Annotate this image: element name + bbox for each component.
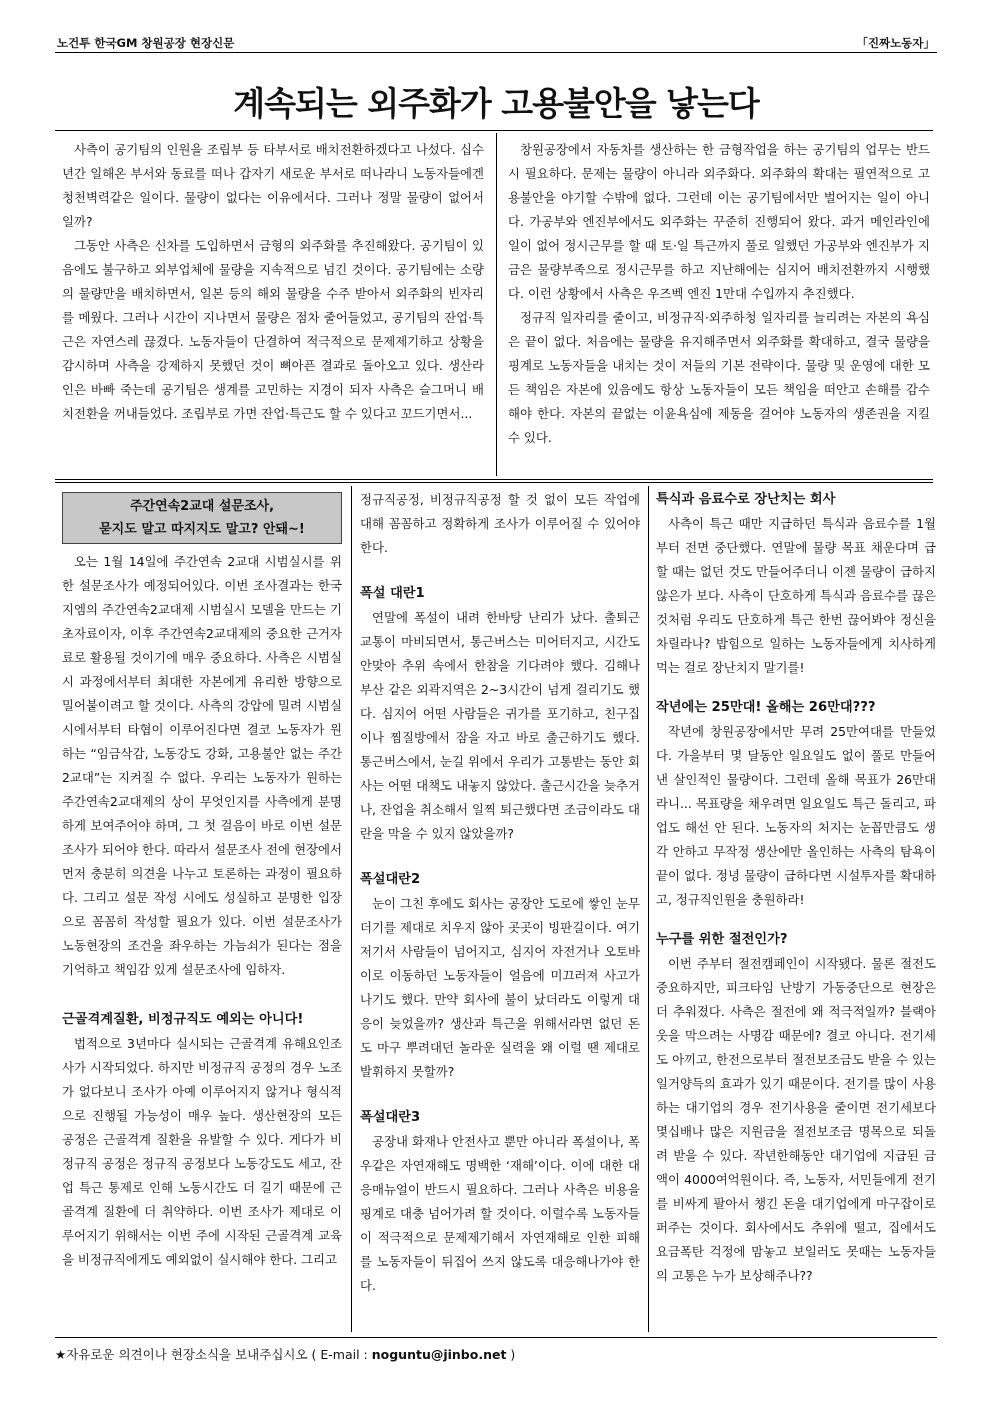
article-heading: 누구를 위한 절전인가?	[656, 932, 788, 947]
article-heading: 특식과 음료수로 장난치는 회사	[656, 492, 836, 507]
section-rule-double	[55, 482, 933, 483]
survey-title-box	[62, 492, 342, 544]
article-heading: 폭설대란2	[360, 872, 421, 887]
article-heading: 근골격계질환, 비정규직도 예외는 아니다!	[62, 1012, 304, 1027]
column-divider	[648, 486, 649, 1332]
intro-paragraph: 그동안 사측은 신차를 도입하면서 금형의 외주화를 추진해왔다. 공기팀이 있음에도 불구하고 외부업체에 물량을 지속적으로 넘긴 것이다. 공기팀에는 소량의 물량만을 배치하면서, 일본 등의 해외 물량을 수주 받아서 외주화의 빈자리를 메웠다. 그러나 시간이 지나면서 물량은 점차 줄어들었고, 공기팀의 잔업·특근은 자연스레 끊겼다. 노동자들이 단결하여 적극적으로 문제제기하고 상황을 감시하며 사측을 강제하지 못했던 것이 뼈아픈 결과로 돌아오고 있다. 생산라인은 바빠 죽는데 공기팀은 생계를 고민하는 지경이 되자 사측은 슬그머니 배치전환을 꺼내들었다. 조립부로 가면 잔업·특근도 할 수 있다고 꼬드기면서...	[62, 238, 484, 421]
article-paragraph: 작년에 창원공장에서만 무려 25만여대를 만들었다. 가을부터 몇 달동안 일요일도 없이 풀로 만들어낸 살인적인 물량이다. 그런데 올해 목표가 26만대라니... 목표량을 채우려면 일요일도 특근 돌리고, 파업도 해선 안 된다. 노동자의 처지는 눈꼽만큼도 생각 안하고 무작정 생산에만 올인하는 사측의 탐욕이 끝이 없다. 정녕 물량이 급하다면 시설투자를 확대하고, 정규직인원을 충원하라!	[656, 724, 936, 907]
column-divider	[351, 486, 352, 1332]
article-heading: 폭설대란3	[360, 1110, 421, 1125]
survey-title-line-2: 묻지도 말고 따지지도 말고? 안돼~!	[99, 522, 305, 537]
survey-title-line-1: 주간연속2교대 설문조사,	[129, 499, 275, 514]
article-paragraph: 정규직공정, 비정규직공정 할 것 없이 모든 작업에 대해 꼼꼼하고 정확하게 조사가 이루어질 수 있어야 한다.	[360, 492, 640, 555]
headline-rule	[55, 130, 933, 131]
column-2	[360, 488, 640, 1334]
footer-close: )	[506, 1347, 516, 1362]
masthead-title: 「진짜노동자」	[856, 36, 935, 50]
footer-email-link[interactable]: noguntu@jinbo.net	[371, 1347, 507, 1362]
article-paragraph: 사측이 특근 때만 지급하던 특식과 음료수를 1월부터 전면 중단했다. 연말에 물량 목표 채운다며 급할 때는 없던 것도 만들어주더니 이젠 물량이 급하지 않은가 보다. 사측이 단호하게 특식과 음료수를 끊은 것처럼 우리도 단호하게 특근 한번 끊어봐야 정신을 차릴라나? 밥힘으로 일하는 노동자들에게 치사하게 먹는 걸로 장난치지 말기를!	[656, 516, 936, 675]
masthead	[55, 34, 937, 53]
article-heading: 폭설 대란1	[360, 586, 425, 601]
intro-left-column	[62, 138, 484, 426]
article-paragraph: 법적으로 3년마다 실시되는 근골격계 유해요인조사가 시작되었다. 하지만 비정규직 공정의 경우 노조가 없다보니 조사가 아예 이루어지지 않거나 형식적으로 진행될 가능성이 매우 높다. 생산현장의 모든 공정은 근골격계 질환을 유발할 수 있다. 게다가 비정규직 공정은 정규직 공정보다 노동강도도 세고, 잔업 특근 통제로 인해 노동시간도 더 길기 때문에 근골격계 질환에 더 취약하다. 이번 조사가 제대로 이루어지기 위해서는 이번 주에 시작된 근골격계 교육을 비정규직에게도 예외없이 실시해야 한다. 그리고	[62, 1036, 342, 1267]
article-heading: 작년에는 25만대! 올해는 26만대???	[656, 700, 876, 715]
intro-paragraph: 창원공장에서 자동차를 생산하는 한 금형작업을 하는 공기팀의 업무는 반드시 필요하다. 문제는 물량이 아니라 외주화다. 외주화의 확대는 필연적으로 고용불안을 야기할 수밖에 없다. 그런데 이는 공기팀에서만 벌어지는 일이 아니다. 가공부와 엔진부에서도 외주화는 꾸준히 진행되어 왔다. 과거 메인라인에 일이 없어 정시근무를 할 때 토·일 특근까지 풀로 일했던 가공부와 엔진부가 지금은 물량부족으로 정시근무를 하고 지난해에는 심지어 배치전환까지 시행했다. 이런 상황에서 사측은 우즈벡 엔진 1만대 수입까지 추진했다.	[508, 142, 930, 301]
article-paragraph: 공장내 화재나 안전사고 뿐만 아니라 폭설이나, 폭우같은 자연재해도 명백한 ‘재해’이다. 이에 대한 대응매뉴얼이 반드시 필요하다. 그러나 사측은 비용을 핑계로 대충 넘어가려 할 것이다. 이럴수록 노동자들이 적극적으로 문제제기해서 자연재해로 인한 피해를 노동자들이 뒤집어 쓰지 않도록 대응해나가야 한다.	[360, 1134, 640, 1293]
article-paragraph: 연말에 폭설이 내려 한바탕 난리가 났다. 출퇴근 교통이 마비되면서, 통근버스는 미어터지고, 시간도 안맞아 추위 속에서 한참을 기다려야 했다. 김해나 부산 같은 외곽지역은 2~3시간이 넘게 걸리기도 했다. 심지어 어떤 사람들은 귀가를 포기하고, 친구집이나 찜질방에서 잠을 자고 바로 출근하기도 했다. 통근버스에서, 눈길 위에서 우리가 고통받는 동안 회사는 어떤 대책도 내놓지 않았다. 출근시간을 늦추거나, 잔업을 취소해서 일찍 퇴근했다면 조금이라도 대란을 막을 수 있지 않았을까?	[360, 610, 640, 841]
section-rule	[55, 479, 933, 480]
article-paragraph: 이번 주부터 절전캠페인이 시작됐다. 물론 절전도 중요하지만, 피크타임 난방기 가동중단으로 현장은 더 추워졌다. 사측은 절전에 왜 적극적일까? 블랙아웃을 막으려는 사명감 때문에? 결코 아니다. 전기세도 아끼고, 한전으로부터 절전보조금도 받을 수 있는 일거양득의 효과가 있기 때문이다. 전기를 많이 사용하는 대기업의 경우 전기사용을 줄이면 전기세보다 몇십배나 많은 지원금을 절전보조금 명목으로 되돌려 받을 수 있다. 작년한해동안 대기업에 지급된 금액이 4000여억원이다. 즉, 노동자, 서민들에게 전기를 비싸게 팔아서 챙긴 돈을 대기업에게 마구잡이로 퍼주는 것이다. 회사에서도 추위에 떨고, 집에서도 요금폭탄 걱정에 맘놓고 보일러도 못때는 노동자들의 고통은 누가 보상해주나??	[656, 956, 936, 1283]
footer-text: ★자유로운 의견이나 현장소식을 보내주십시오 ( E-mail :	[55, 1347, 372, 1362]
main-headline: 계속되는 외주화가 고용불안을 낳는다	[233, 84, 759, 123]
footer-contact	[55, 1337, 937, 1363]
masthead-publisher: 노건투 한국GM 창원공장 현장신문	[57, 36, 235, 50]
intro-paragraph: 정규직 일자리를 줄이고, 비정규직·외주하청 일자리를 늘리려는 자본의 욕심은 끝이 없다. 처음에는 물량을 유지해주면서 외주화를 확대하고, 결국 물량을 핑계로 노동자들을 내치는 것이 저들의 기본 전략이다. 물량 및 운영에 대한 모든 책임은 자본에 있음에도 항상 노동자들이 모든 책임을 떠안고 손해를 감수해야 한다. 자본의 끝없는 이윤욕심에 제동을 걸어야 노동자의 생존권을 지킬 수 있다.	[508, 310, 930, 445]
article-paragraph: 눈이 그친 후에도 회사는 공장안 도로에 쌓인 눈무더기를 제대로 치우지 않아 곳곳이 빙판길이다. 여기저기서 사람들이 넘어지고, 심지어 자전거나 오토바이로 이동하던 노동자들이 얼음에 미끄러져 사고가 나기도 했다. 만약 회사에 불이 났더라도 이렇게 대응이 늦었을까? 생산과 특근을 위해서라면 없던 돈도 마구 뿌려대던 놀라운 실력을 왜 이럴 땐 제대로 발휘하지 못할까?	[360, 896, 640, 1079]
article-paragraph: 오는 1월 14일에 주간연속 2교대 시범실시를 위한 설문조사가 예정되어있다. 이번 조사결과는 한국지엠의 주간연속2교대제 시범실시 모델을 만드는 기초자료이자, 이후 주간연속2교대제의 중요한 근거자료로 활용될 것이기에 매우 중요하다. 사측은 시범실시 과정에서부터 최대한 자본에게 유리한 방향으로 밀어붙이려고 할 것이다. 사측의 강압에 밀려 시범실시에서부터 타협이 이루어진다면 결코 노동자가 원하는 “임금삭감, 노동강도 강화, 고용불안 없는 주간2교대”는 지켜질 수 없다. 우리는 노동자가 원하는 주간연속2교대제의 상이 무엇인지를 사측에게 분명하게 보여주어야 하며, 그 첫 걸음이 바로 이번 설문조사가 되어야 한다. 따라서 설문조사 전에 현장에서 먼저 충분히 의견을 나누고 토론하는 과정이 필요하다. 그리고 설문 작성 시에도 성실하고 분명한 입장으로 꼼꼼히 작성할 필요가 있다. 이번 설문조사가 노동현장의 조건을 좌우하는 가늠쇠가 된다는 점을 기억하고 책임감 있게 설문조사에 임하자.	[62, 554, 342, 977]
intro-right-column	[508, 138, 930, 450]
column-1	[62, 488, 342, 1334]
intro-paragraph: 사측이 공기팀의 인원을 조립부 등 타부서로 배치전환하겠다고 나섰다. 십수년간 일해온 부서와 동료를 떠나 갑자기 새로운 부서로 떠나라니 노동자들에겐 청천벽력같은 일이다. 물량이 없다는 이유에서다. 그러나 정말 물량이 없어서일까?	[62, 142, 484, 229]
column-3	[656, 488, 936, 1334]
intro-divider	[496, 133, 497, 476]
